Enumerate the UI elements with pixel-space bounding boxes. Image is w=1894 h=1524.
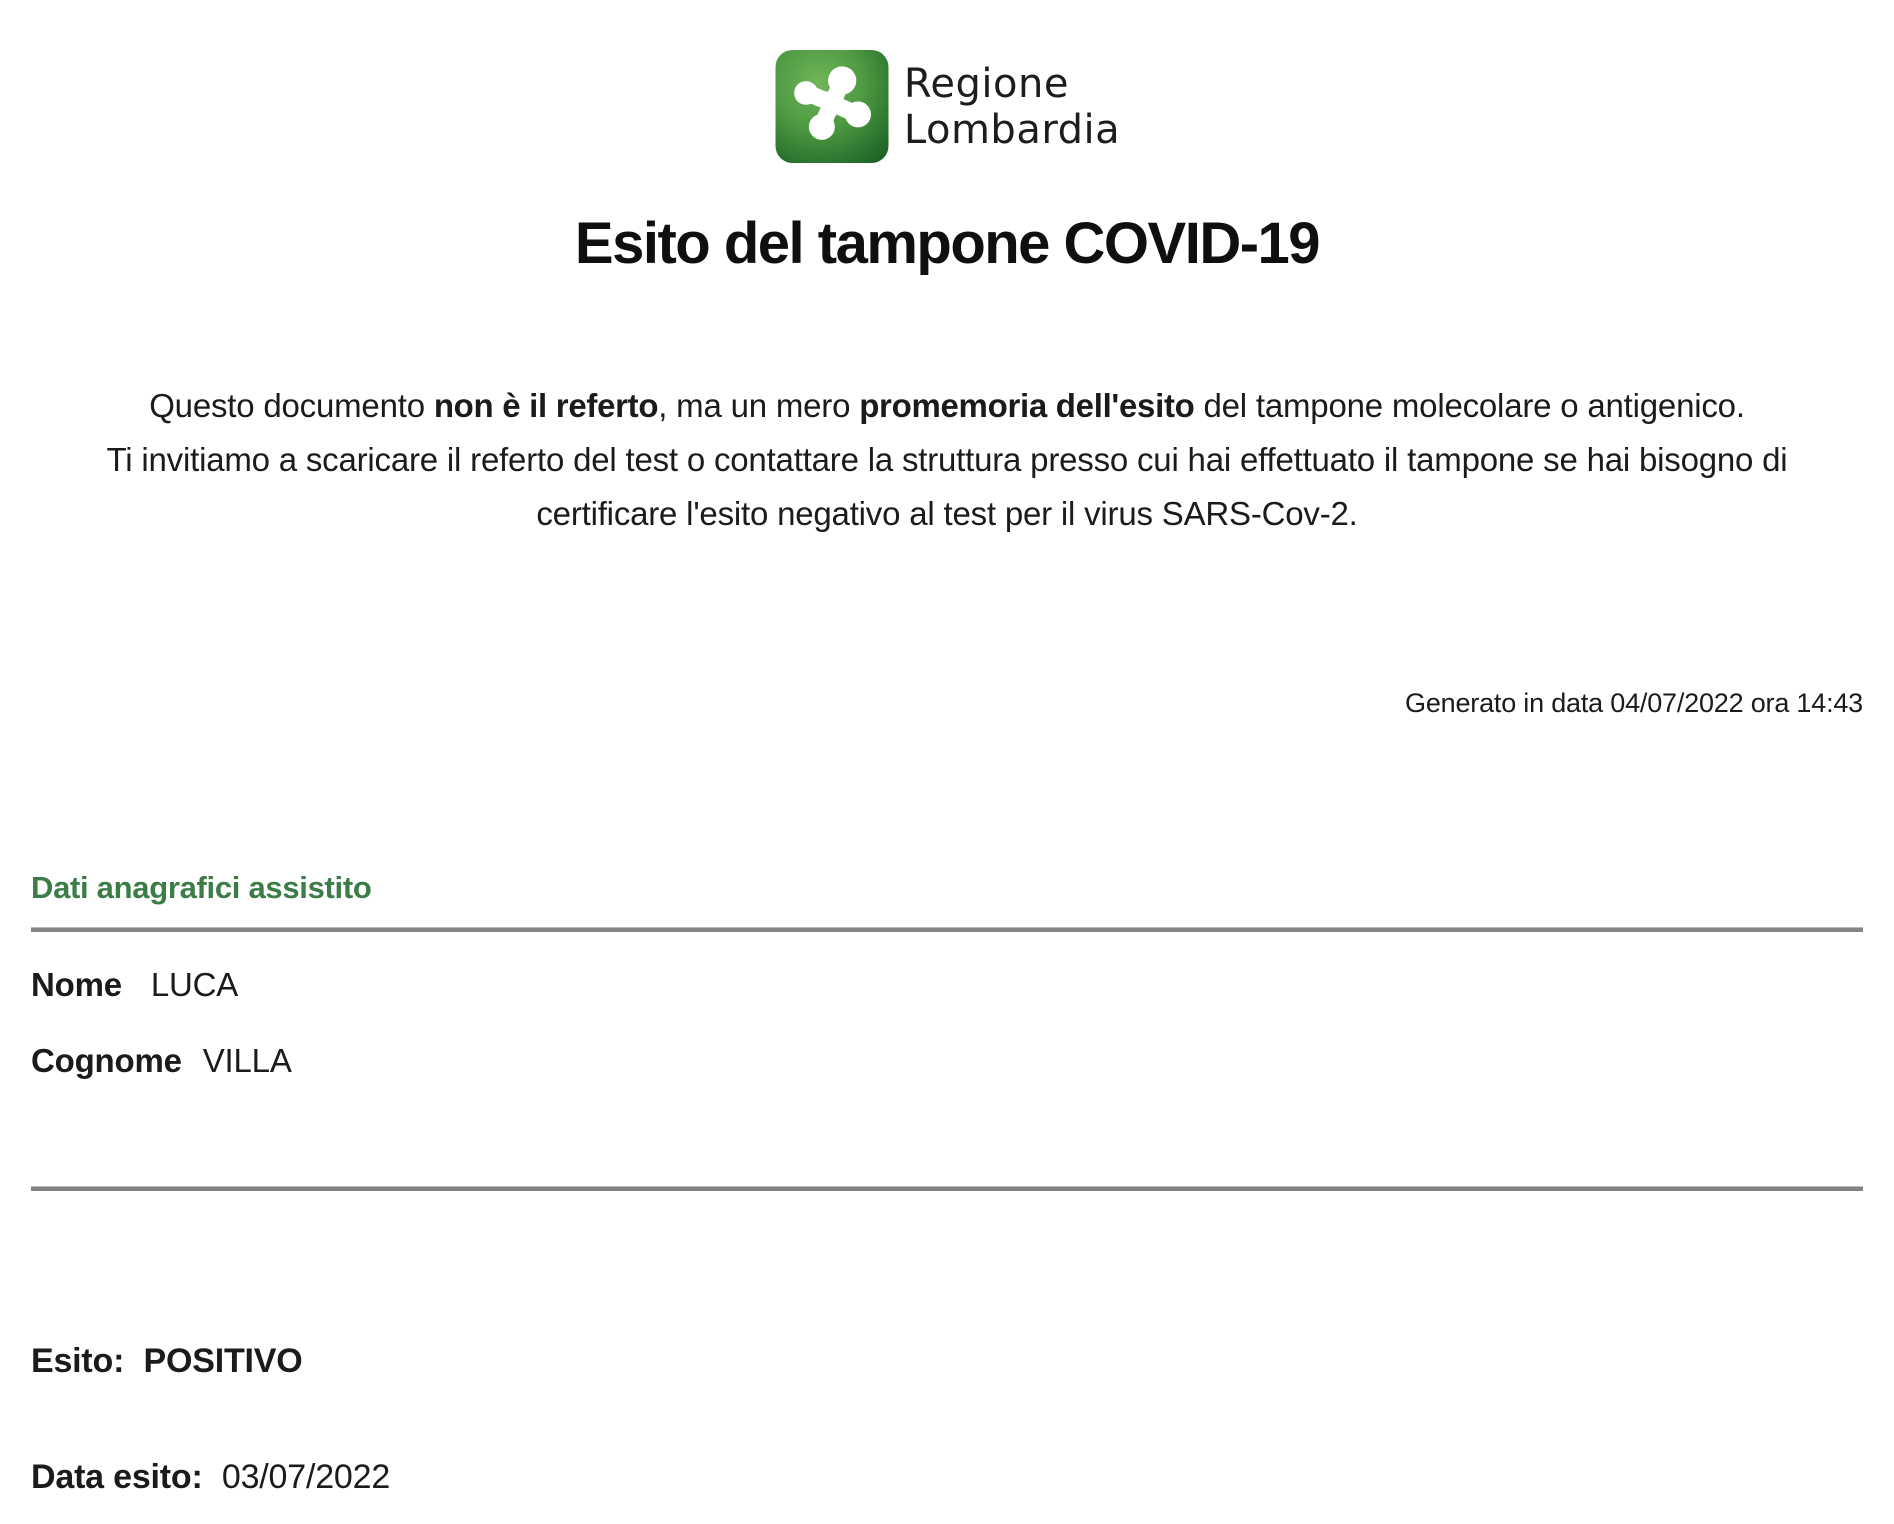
intro-line1-prefix: Questo documento (149, 387, 434, 424)
divider-bottom (31, 1186, 1863, 1191)
data-esito-row (31, 1455, 1863, 1499)
intro-line1-bold-referto: non è il referto (433, 387, 659, 424)
page-title: Esito del tampone COVID-19 (574, 211, 1320, 276)
logo-wordmark (904, 61, 1120, 153)
intro-line1-bold-promemoria: promemoria dell'esito (859, 387, 1195, 424)
logo-wordmark-line2: Lombardia (903, 106, 1121, 153)
field-row-nome (31, 964, 1863, 1006)
data-esito-value: 03/07/2022 (221, 1458, 391, 1496)
intro-paragraph (31, 379, 1863, 541)
nome-label: Nome (31, 966, 122, 1003)
intro-line1-mid: , ma un mero (658, 387, 860, 424)
generated-timestamp: Generato in data 04/07/2022 ora 14:43 (1405, 688, 1863, 718)
intro-line3: certificare l'esito negativo al test per il virus SARS-Cov-2. (536, 495, 1358, 532)
cognome-label: Cognome (31, 1042, 182, 1079)
divider-top (31, 927, 1863, 932)
cognome-value: VILLA (202, 1042, 292, 1079)
esito-row (31, 1339, 1863, 1383)
esito-value: POSITIVO (143, 1342, 303, 1380)
intro-line1-suffix: del tampone molecolare o antigenico. (1194, 387, 1745, 424)
field-row-cognome (31, 1040, 1863, 1082)
logo-wordmark-line1: Regione (903, 60, 1069, 107)
data-esito-label: Data esito: (31, 1458, 203, 1496)
regione-lombardia-logo (31, 0, 1863, 163)
intro-line2: Ti invitiamo a scaricare il referto del test o contattare la struttura presso cui hai effettuato il tampone se hai bisogno di (106, 441, 1788, 478)
nome-value: LUCA (150, 966, 239, 1003)
rosa-camuna-icon (774, 50, 890, 163)
esito-label: Esito: (31, 1342, 125, 1380)
section-heading-dati-anagrafici: Dati anagrafici assistito (31, 870, 372, 905)
